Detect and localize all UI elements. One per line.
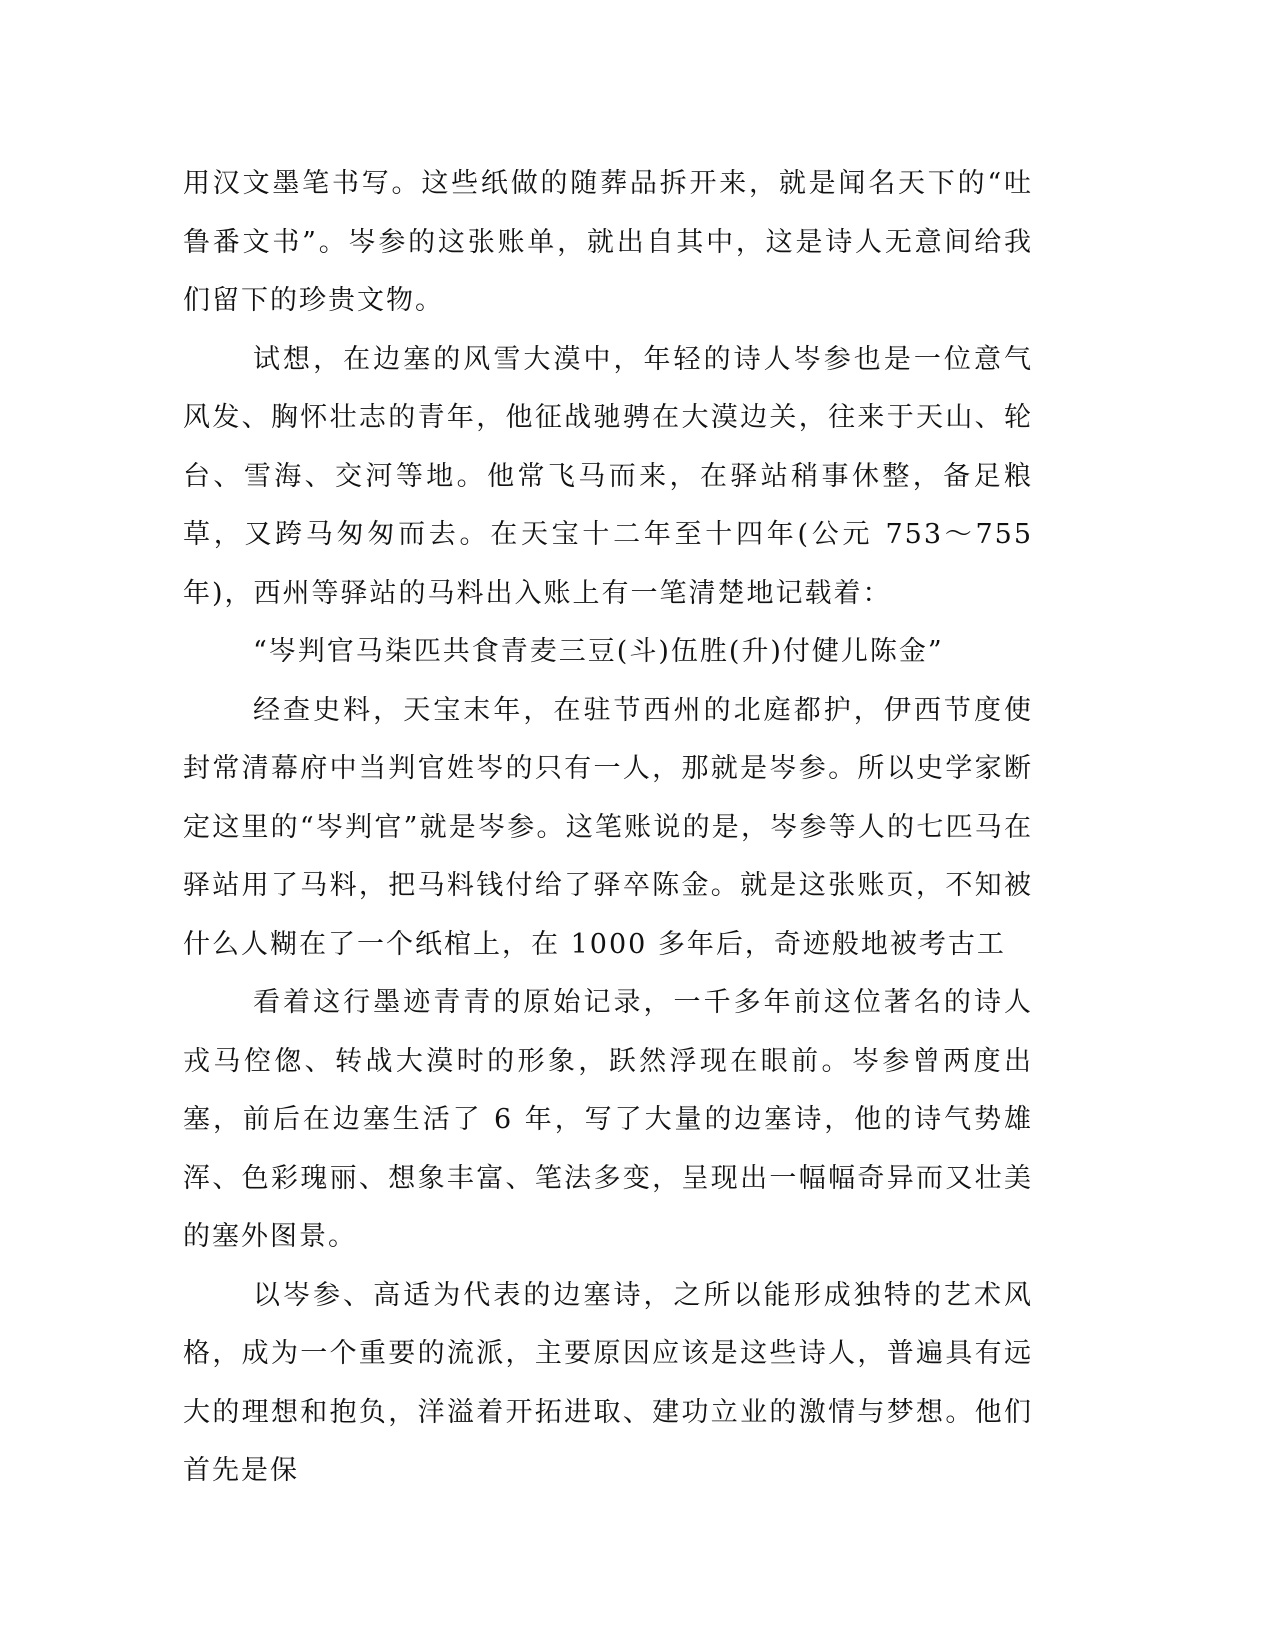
paragraph-frontier-poetry: 以岑参、高适为代表的边塞诗，之所以能形成独特的艺术风格，成为一个重要的流派，主要原因应该是这些诗人，普遍具有远大的理想和抱负，洋溢着开拓进取、建功立业的激情与梦想。他们首先是保: [183, 1279, 1033, 1486]
paragraph-reflection: 看着这行墨迹青青的原始记录，一千多年前这位著名的诗人戎马倥偬、转战大漠时的形象，跃然浮现在眼前。岑参曾两度出塞，前后在边塞生活了 6 年，写了大量的边塞诗，他的诗气势雄浑、色彩瑰丽、想象丰富、笔法多变，呈现出一幅幅奇异而又壮美的塞外图景。: [183, 987, 1033, 1252]
paragraph-imagine: 试想，在边塞的风雪大漠中，年轻的诗人岑参也是一位意气风发、胸怀壮志的青年，他征战驰骋在大漠边关，往来于天山、轮台、雪海、交河等地。他常飞马而来，在驿站稍事休整，备足粮草，又跨马匆匆而去。在天宝十二年至十四年(公元 753～755 年)，西州等驿站的马料出入账上有一笔清楚地记载着：: [183, 343, 1033, 609]
document-body: [183, 155, 1033, 1501]
paragraph-historical-check: 经查史料，天宝末年，在驻节西州的北庭都护，伊西节度使封常清幕府中当判官姓岑的只有一人，那就是岑参。所以史学家断定这里的“岑判官”就是岑参。这笔账说的是，岑参等人的七匹马在驿站用了马料，把马料钱付给了驿卒陈金。就是这张账页，不知被什么人糊在了一个纸棺上，在 1000 多年后，奇迹般地被考古工: [183, 694, 1033, 960]
paragraph-ledger-quote: “岑判官马柒匹共食青麦三豆(斗)伍胜(升)付健儿陈金”: [253, 636, 944, 667]
paragraph-continuation: 用汉文墨笔书写。这些纸做的随葬品拆开来，就是闻名天下的“吐鲁番文书”。岑参的这张账单，就出自其中，这是诗人无意间给我们留下的珍贵文物。: [183, 168, 1033, 316]
